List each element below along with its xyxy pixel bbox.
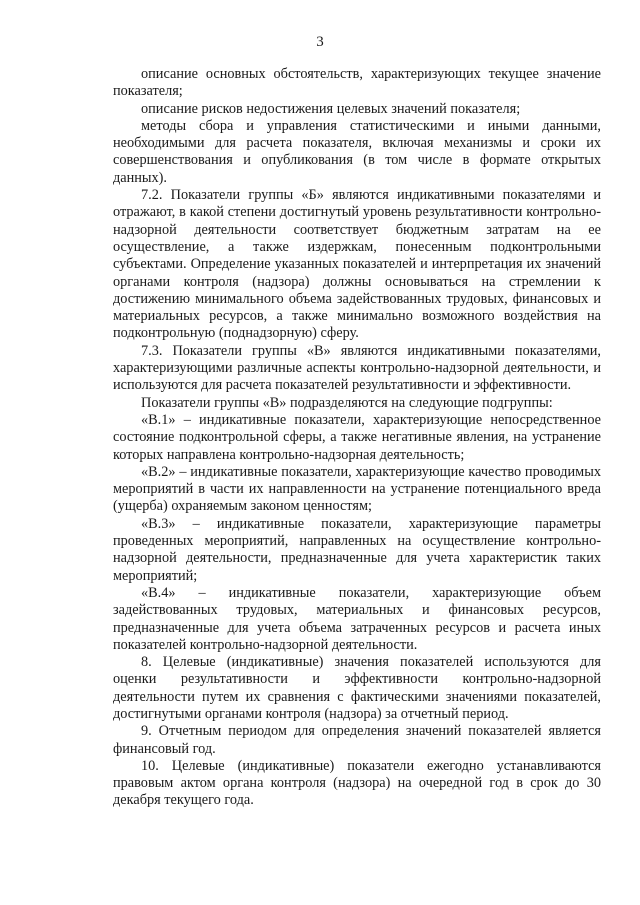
paragraph-8: 8. Целевые (индикативные) значения показателей используются для оценки результативности и эффективности контрольно-надзорной деятельности путем их сравнения с фактическими значениями показателей, достигнутыми органами контроля (надзора) за отчетный период. [113,654,601,722]
paragraph-subgroups-intro: Показатели группы «В» подразделяются на следующие подгруппы: [141,394,553,411]
document-body [113,66,601,810]
page-number: 3 [316,34,324,50]
paragraph-10: 10. Целевые (индикативные) показатели ежегодно устанавливаются правовым актом органа контроля (надзора) на очередной год в срок до 30 декабря текущего года. [113,757,601,809]
paragraph-7-3: 7.3. Показатели группы «В» являются индикативными показателями, характеризующими различные аспекты контрольно-надзорной деятельности, и используются для расчета показателей результативности и эффективности. [113,342,601,394]
paragraph-9: 9. Отчетным периодом для определения значений показателей является финансовый год. [113,723,601,757]
paragraph-subgroup-b3: «В.3» – индикативные показатели, характеризующие параметры проведенных мероприятий, направленных на осуществление контрольно-надзорной деятельности, предназначенные для учета характеристик таких мероприятий; [113,515,601,584]
paragraph-subgroup-b4: «В.4» – индикативные показатели, характеризующие объем задействованных трудовых, материальных и финансовых ресурсов, предназначенные для учета объема затраченных ресурсов и расчета иных показателей контрольно-надзорной деятельности. [113,584,601,653]
paragraph-description-risks: описание рисков недостижения целевых значений показателя; [141,100,521,117]
paragraph-7-2: 7.2. Показатели группы «Б» являются индикативными показателями и отражают, в какой степени достигнутый уровень результативности контрольно-надзорной деятельности соответствует бюджетным затратам на ее осуществление, а также издержкам, понесенным подконтрольными субъектами. Определение указанных показателей и интерпретация их значений органами контроля (надзора) должны основываться на стремлении к достижению минимального объема задействованных трудовых, финансовых и материальных ресурсов, а также минимально возможного воздействия на подконтрольную (поднадзорную) сферу. [113,187,601,342]
paragraph-subgroup-b2: «В.2» – индикативные показатели, характеризующие качество проводимых мероприятий в части их направленности на устранение потенциального вреда (ущерба) охраняемым законом ценностям; [113,463,601,515]
paragraph-data-methods: методы сбора и управления статистическими и иными данными, необходимыми для расчета показателя, включая механизмы и сроки их совершенствования и опубликования (в том числе в формате открытых данных). [113,117,601,186]
paragraph-description-circumstances: описание основных обстоятельств, характеризующих текущее значение показателя; [113,66,601,100]
paragraph-subgroup-b1: «В.1» – индикативные показатели, характеризующие непосредственное состояние подконтрольной сферы, а также негативные явления, на устранение которых направлена контрольно-надзорная деятельность; [113,411,601,463]
